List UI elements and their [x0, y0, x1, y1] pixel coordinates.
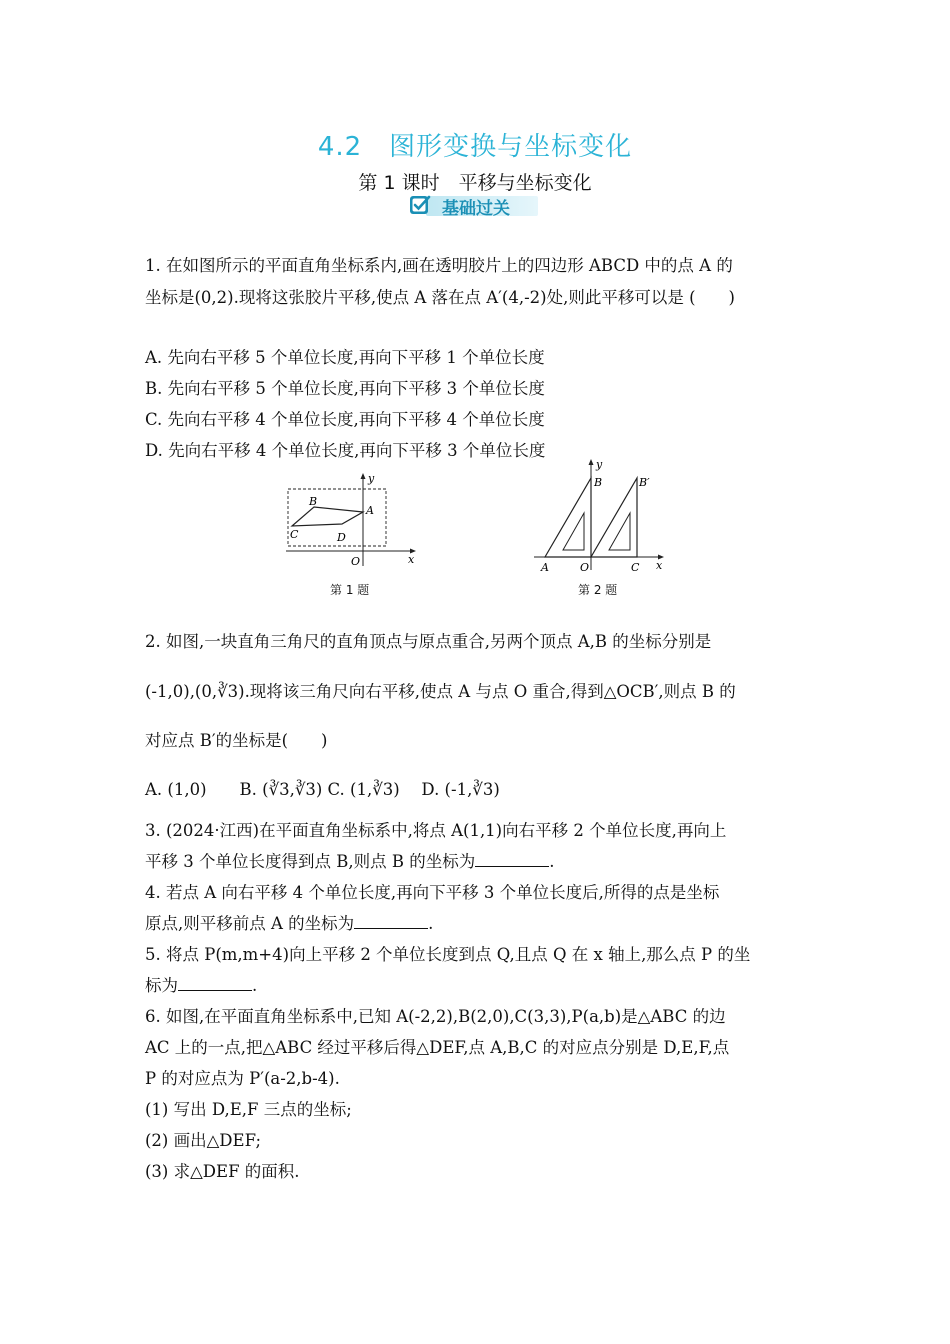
q6-line1: 6. 如图,在平面直角坐标系中,已知 A(-2,2),B(2,0),C(3,3),P(a,b)是△ABC 的边: [145, 1007, 726, 1026]
lesson-subtitle: 第 1 课时 平移与坐标变化: [358, 172, 592, 194]
fig1-label-d: D: [337, 531, 346, 544]
q6-line3: P 的对应点为 P′(a-2,b-4).: [145, 1069, 340, 1088]
q4-line2-end: .: [428, 914, 434, 933]
fig2-triangle-moved-inner: [609, 513, 630, 550]
q3-line2-text: 平移 3 个单位长度得到点 B,则点 B 的坐标为: [145, 852, 476, 871]
q6-sub3: (3) 求△DEF 的面积.: [145, 1162, 300, 1181]
q2-line3: 对应点 B′的坐标是( ): [145, 731, 328, 750]
fig1-label-x: x: [408, 553, 415, 566]
figure-1-caption: 第 1 题: [330, 583, 370, 597]
q3-line1: 3. (2024·江西)在平面直角坐标系中,将点 A(1,1)向右平移 2 个单位长度,再向上: [145, 821, 727, 840]
q6-sub2: (2) 画出△DEF;: [145, 1131, 261, 1150]
q5-line2-end: .: [252, 976, 258, 995]
q5-line2: [145, 972, 257, 996]
q6-line2: AC 上的一点,把△ABC 经过平移后得△DEF,点 A,B,C 的对应点分别是 D,E,F,点: [145, 1038, 730, 1057]
fig2-label-y: y: [596, 458, 603, 471]
fig1-label-o: O: [351, 555, 361, 568]
q2-line2: (-1,0),(0,∛3).现将该三角尺向右平移,使点 A 与点 O 重合,得到△OCB′,则点 B 的: [145, 682, 736, 701]
q4-line1: 4. 若点 A 向右平移 4 个单位长度,再向下平移 3 个单位长度后,所得的点是坐标: [145, 883, 720, 902]
q6-sub1: (1) 写出 D,E,F 三点的坐标;: [145, 1100, 352, 1119]
fig2-label-o: O: [580, 561, 590, 574]
q1-option-c: C. 先向右平移 4 个单位长度,再向下平移 4 个单位长度: [145, 410, 545, 429]
basic-badge: [408, 193, 542, 219]
fig2-label-a: A: [541, 561, 549, 574]
q4-line2-text: 原点,则平移前点 A 的坐标为: [145, 914, 355, 933]
figure-1: [282, 470, 422, 572]
q1-option-d: D. 先向右平移 4 个单位长度,再向下平移 3 个单位长度: [145, 441, 546, 460]
q1-option-b: B. 先向右平移 5 个单位长度,再向下平移 3 个单位长度: [145, 379, 545, 398]
q5-line1: 5. 将点 P(m,m+4)向上平移 2 个单位长度到点 Q,且点 Q 在 x 轴上,那么点 P 的坐: [145, 945, 751, 964]
q2-line1: 2. 如图,一块直角三角尺的直角顶点与原点重合,另两个顶点 A,B 的坐标分别是: [145, 632, 712, 651]
q4-answer-blank[interactable]: [354, 914, 428, 929]
q5-answer-blank[interactable]: [178, 976, 252, 991]
q5-line2-text: 标为: [145, 976, 178, 995]
fig1-label-a: A: [366, 504, 374, 517]
q1-line1: 1. 在如图所示的平面直角坐标系内,画在透明胶片上的四边形 ABCD 中的点 A 的: [145, 256, 733, 275]
fig1-label-y: y: [368, 472, 375, 485]
q1-option-a: A. 先向右平移 5 个单位长度,再向下平移 1 个单位长度: [145, 348, 545, 367]
q1-line2: 坐标是(0,2).现将这张胶片平移,使点 A 落在点 A′(4,-2)处,则此平移可以是 ( ): [145, 288, 735, 307]
fig2-label-b: B: [594, 476, 603, 489]
fig1-label-c: C: [290, 528, 299, 541]
checkbox-icon: [408, 193, 432, 217]
figure-2: [530, 456, 672, 576]
fig2-label-c: C: [631, 561, 640, 574]
section-title: 4.2 图形变换与坐标变化: [317, 132, 633, 162]
q2-options: A. (1,0) B. (∛3,∛3) C. (1,∛3) D. (-1,∛3): [145, 780, 500, 799]
q3-answer-blank[interactable]: [475, 852, 549, 867]
badge-label: 基础过关: [442, 199, 510, 219]
fig2-label-x: x: [656, 559, 663, 572]
fig1-label-b: B: [309, 495, 318, 508]
fig2-label-bprime: B′: [639, 476, 650, 489]
fig1-quadrilateral: [292, 507, 363, 526]
fig2-y-arrow: [589, 459, 594, 465]
q4-line2: [145, 910, 433, 934]
fig1-y-arrow: [361, 473, 366, 479]
q3-line2-end: .: [549, 852, 555, 871]
fig2-triangle-original-inner: [563, 513, 584, 550]
figure-2-caption: 第 2 题: [578, 583, 618, 597]
q3-line2: [145, 848, 554, 872]
